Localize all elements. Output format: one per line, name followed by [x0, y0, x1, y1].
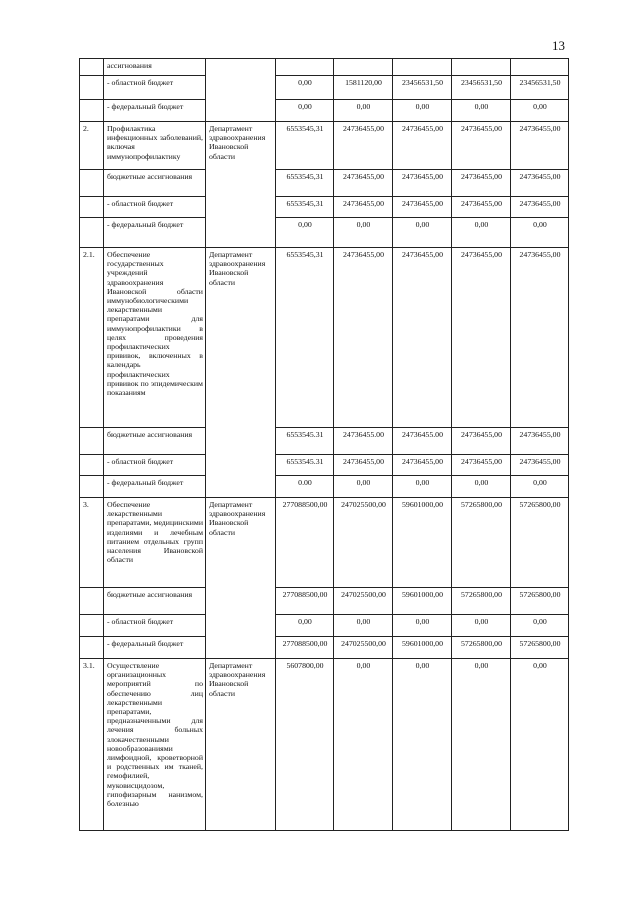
- department-cell: [206, 59, 276, 122]
- amount-cell-year-4: 24736455,00: [452, 428, 511, 455]
- amount-cell-year-3: 24736455,00: [393, 122, 452, 170]
- amount-cell-year-1: 6553545.31: [276, 455, 334, 476]
- amount-cell-year-1: 0,00: [276, 76, 334, 100]
- amount-cell-year-3: 0,00: [393, 659, 452, 831]
- table-row: [80, 659, 569, 831]
- amount-cell-year-5: 57265800,00: [511, 588, 569, 615]
- budget-table: [79, 58, 569, 831]
- amount-cell-year-4: 24736455,00: [452, 248, 511, 428]
- page-number: 13: [552, 38, 565, 53]
- amount-cell-year-1: 6553545,31: [276, 248, 334, 428]
- department-cell: Департамент здравоохранения Ивановской области: [206, 122, 276, 248]
- amount-cell-year-4: 23456531,50: [452, 76, 511, 100]
- amount-cell-year-3: 0,00: [393, 218, 452, 248]
- amount-cell-year-5: 23456531,50: [511, 76, 569, 100]
- row-number-cell: [80, 455, 104, 476]
- amount-cell-year-1: 6553545.31: [276, 428, 334, 455]
- amount-cell-year-5: 0,00: [511, 218, 569, 248]
- row-number-cell: [80, 428, 104, 455]
- amount-cell-year-3: 0,00: [393, 100, 452, 122]
- amount-cell-year-4: 57265800,00: [452, 498, 511, 588]
- amount-cell-year-2: 1581120,00: [334, 76, 393, 100]
- amount-cell-year-4: 0,00: [452, 100, 511, 122]
- amount-cell-year-4: 57265800,00: [452, 588, 511, 615]
- amount-cell-year-4: 24736455,00: [452, 455, 511, 476]
- description-cell: Профилактика инфекционных заболеваний, включая иммунопрофилактику: [104, 122, 206, 170]
- amount-cell-year-5: 0,00: [511, 615, 569, 637]
- table-row: [80, 248, 569, 428]
- amount-cell-year-5: 0,00: [511, 476, 569, 498]
- amount-cell-year-2: 24736455,00: [334, 248, 393, 428]
- row-number-cell: 3.1.: [80, 659, 104, 831]
- table-row: [80, 637, 569, 659]
- amount-cell-year-3: [393, 59, 452, 76]
- amount-cell-year-4: 24736455,00: [452, 122, 511, 170]
- row-number-cell: 2.1.: [80, 248, 104, 428]
- amount-cell-year-4: 24736455,00: [452, 197, 511, 218]
- amount-cell-year-2: 0,00: [334, 218, 393, 248]
- row-number-cell: [80, 615, 104, 637]
- amount-cell-year-1: 277088500,00: [276, 498, 334, 588]
- amount-cell-year-1: 6553545,31: [276, 197, 334, 218]
- amount-cell-year-2: 247025500,00: [334, 498, 393, 588]
- amount-cell-year-1: 277088500,00: [276, 637, 334, 659]
- description-cell: - областной бюджет: [104, 76, 206, 100]
- department-cell: Департамент здравоохранения Ивановской области: [206, 248, 276, 498]
- table-row: [80, 59, 569, 76]
- amount-cell-year-1: 0,00: [276, 615, 334, 637]
- row-number-cell: [80, 218, 104, 248]
- amount-cell-year-2: 0,00: [334, 659, 393, 831]
- amount-cell-year-1: 0.00: [276, 476, 334, 498]
- amount-cell-year-4: 0,00: [452, 615, 511, 637]
- row-number-cell: [80, 588, 104, 615]
- amount-cell-year-1: 6553545,31: [276, 170, 334, 197]
- amount-cell-year-3: 59601000,00: [393, 588, 452, 615]
- amount-cell-year-2: 24736455,00: [334, 197, 393, 218]
- description-cell: Обеспечение лекарственными препаратами, медицинскими изделиями и лечебным питанием отдельных групп населения Ивановской области: [104, 498, 206, 588]
- amount-cell-year-2: 0,00: [334, 615, 393, 637]
- row-number-cell: [80, 197, 104, 218]
- amount-cell-year-5: 24736455,00: [511, 455, 569, 476]
- table-row: [80, 588, 569, 615]
- amount-cell-year-2: 0,00: [334, 100, 393, 122]
- amount-cell-year-4: 0,00: [452, 218, 511, 248]
- amount-cell-year-2: 24736455.00: [334, 428, 393, 455]
- row-number-cell: 3.: [80, 498, 104, 588]
- amount-cell-year-3: 23456531,50: [393, 76, 452, 100]
- amount-cell-year-5: 57265800,00: [511, 498, 569, 588]
- amount-cell-year-2: [334, 59, 393, 76]
- description-cell: - федеральный бюджет: [104, 100, 206, 122]
- amount-cell-year-5: 24736455,00: [511, 197, 569, 218]
- row-number-cell: [80, 100, 104, 122]
- table-row: [80, 170, 569, 197]
- description-cell: - областной бюджет: [104, 197, 206, 218]
- description-cell: Обеспечение государственных учреждений здравоохранения Ивановской области иммунобиологическими лекарственными препаратами для иммунопрофилактики в целях проведения профилактических прививок, включенных в календарь профилактических прививок по эпидемическим показаниям: [104, 248, 206, 428]
- amount-cell-year-2: 247025500,00: [334, 588, 393, 615]
- department-cell: Департамент здравоохранения Ивановской области: [206, 659, 276, 831]
- table-row: [80, 498, 569, 588]
- amount-cell-year-2: 247025500,00: [334, 637, 393, 659]
- amount-cell-year-4: 24736455,00: [452, 170, 511, 197]
- table-row: [80, 615, 569, 637]
- row-number-cell: [80, 476, 104, 498]
- department-cell: Департамент здравоохранения Ивановской области: [206, 498, 276, 659]
- amount-cell-year-3: 59601000,00: [393, 637, 452, 659]
- amount-cell-year-1: 0,00: [276, 218, 334, 248]
- amount-cell-year-3: 24736455,00: [393, 248, 452, 428]
- amount-cell-year-2: 0,00: [334, 476, 393, 498]
- amount-cell-year-5: 0,00: [511, 100, 569, 122]
- amount-cell-year-1: 6553545,31: [276, 122, 334, 170]
- table-row: [80, 76, 569, 100]
- amount-cell-year-2: 24736455,00: [334, 122, 393, 170]
- table-row: [80, 218, 569, 248]
- amount-cell-year-3: 0,00: [393, 615, 452, 637]
- table-row: [80, 455, 569, 476]
- amount-cell-year-3: 0,00: [393, 476, 452, 498]
- amount-cell-year-1: 0,00: [276, 100, 334, 122]
- amount-cell-year-5: 24736455,00: [511, 428, 569, 455]
- amount-cell-year-3: 59601000,00: [393, 498, 452, 588]
- row-number-cell: [80, 170, 104, 197]
- amount-cell-year-4: 57265800,00: [452, 637, 511, 659]
- amount-cell-year-5: [511, 59, 569, 76]
- description-cell: - федеральный бюджет: [104, 218, 206, 248]
- description-cell: - областной бюджет: [104, 455, 206, 476]
- table-row: [80, 100, 569, 122]
- table-row: [80, 476, 569, 498]
- table-row: [80, 428, 569, 455]
- amount-cell-year-1: 5607800,00: [276, 659, 334, 831]
- amount-cell-year-3: 24736455.00: [393, 428, 452, 455]
- amount-cell-year-4: 0,00: [452, 659, 511, 831]
- table-row: [80, 122, 569, 170]
- row-number-cell: 2.: [80, 122, 104, 170]
- amount-cell-year-5: 24736455,00: [511, 170, 569, 197]
- description-cell: - областной бюджет: [104, 615, 206, 637]
- row-number-cell: [80, 637, 104, 659]
- amount-cell-year-5: 0,00: [511, 659, 569, 831]
- amount-cell-year-5: 57265800,00: [511, 637, 569, 659]
- description-cell: Осуществление организационных мероприятий по обеспечению лиц лекарственными препаратами, предназначенными для лечения больных злокачественными новообразованиями лимфоидной, кроветворной и родственных им тканей, гемофилией, муковисцидозом, гипофизарным нанизмом, болезнью: [104, 659, 206, 831]
- amount-cell-year-4: 0,00: [452, 476, 511, 498]
- description-cell: бюджетные ассигнования: [104, 170, 206, 197]
- amount-cell-year-2: 24736455,00: [334, 170, 393, 197]
- table-row: [80, 197, 569, 218]
- amount-cell-year-2: 24736455,00: [334, 455, 393, 476]
- amount-cell-year-3: 24736455,00: [393, 170, 452, 197]
- amount-cell-year-3: 24736455,00: [393, 197, 452, 218]
- description-cell: - федеральный бюджет: [104, 637, 206, 659]
- amount-cell-year-5: 24736455,00: [511, 248, 569, 428]
- amount-cell-year-1: [276, 59, 334, 76]
- amount-cell-year-5: 24736455,00: [511, 122, 569, 170]
- amount-cell-year-4: [452, 59, 511, 76]
- amount-cell-year-1: 277088500,00: [276, 588, 334, 615]
- description-cell: бюджетные ассигнования: [104, 588, 206, 615]
- description-cell: ассигнования: [104, 59, 206, 76]
- row-number-cell: [80, 76, 104, 100]
- row-number-cell: [80, 59, 104, 76]
- description-cell: - федеральный бюджет: [104, 476, 206, 498]
- amount-cell-year-3: 24736455,00: [393, 455, 452, 476]
- description-cell: бюджетные ассигнования: [104, 428, 206, 455]
